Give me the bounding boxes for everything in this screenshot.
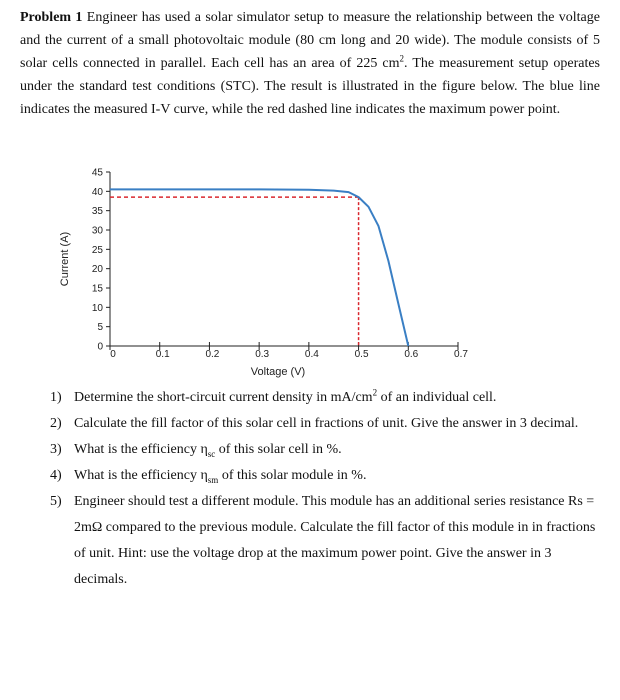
question-text: of this solar module in %. [218,468,367,483]
question-text: Engineer should test a different module. This module has an additional series resistance Rs = 2mΩ compared to the previous module. Calculate the fill factor of this module in in fractions of unit. Hint: use the voltage drop at the maximum power point. Give the answer in 3 decimals. [74,494,596,587]
question-number: 2) [50,416,62,431]
y-tick-label: 25 [91,244,103,256]
question-text: of an individual cell. [377,390,497,405]
problem-text-part-1: Engineer has used a solar simulator setup to measure the relationship between the voltage and the current of a small photovoltaic module (80 cm long and 20 wide). The module consists of 5 solar cells connected in parallel. Each cell has an area of 225 cm [20,10,600,71]
x-tick-label: 0.6 [404,349,419,360]
problem-text-part-2: . The measurement setup operates under the standard test conditions (STC). The result is illustrated in the figure below. The blue line indicates the measured I-V curve, while the red dashed line indicates the maximum power point. [20,56,601,117]
question-number: 5) [50,494,62,509]
x-tick-label: 0.5 [354,349,369,360]
question-text: Determine the short-circuit current density in mA/cm [74,390,373,405]
question-1 [50,385,602,411]
question-number: 3) [50,442,62,457]
y-tick-label: 20 [91,264,103,276]
y-tick-label: 10 [91,302,103,314]
question-text: of this solar cell in %. [215,442,342,457]
question-3 [50,437,602,463]
x-tick-label: 0.3 [255,349,270,360]
question-number: 1) [50,390,62,405]
question-exponent: 2 [372,387,378,398]
question-2 [50,411,602,437]
x-tick-label: 0.7 [454,349,468,360]
area-unit-exponent: 2 [399,53,405,64]
y-tick-label: 5 [97,322,103,334]
x-axis-label: Voltage (V) [250,366,306,378]
y-tick-label: 15 [91,283,103,295]
problem-statement [20,6,600,121]
question-text: Calculate the fill factor of this solar cell in fractions of unit. Give the answer in 3 decimal. [74,416,579,431]
problem-title: Problem 1 [20,10,83,25]
question-4 [50,463,602,489]
y-tick-label: 35 [91,206,103,218]
question-subscript: sm [207,474,219,485]
question-subscript: sc [207,448,216,459]
question-text: What is the efficiency η [74,468,208,483]
y-tick-label: 30 [91,225,103,237]
x-tick-label: 0.2 [205,349,220,360]
iv-curve-chart [52,160,472,380]
question-5 [50,489,602,593]
question-list [50,385,602,593]
question-text: What is the efficiency η [74,442,208,457]
x-tick-label: 0.4 [304,349,319,360]
x-tick-label: 0 [110,349,116,360]
y-axis-label: Current (A) [59,231,71,287]
iv-curve-line [110,189,408,346]
x-tick-label: 0.1 [155,349,170,360]
y-tick-label: 40 [91,186,103,198]
y-tick-label: 0 [97,341,103,353]
question-number: 4) [50,468,62,483]
y-tick-label: 45 [91,167,103,179]
